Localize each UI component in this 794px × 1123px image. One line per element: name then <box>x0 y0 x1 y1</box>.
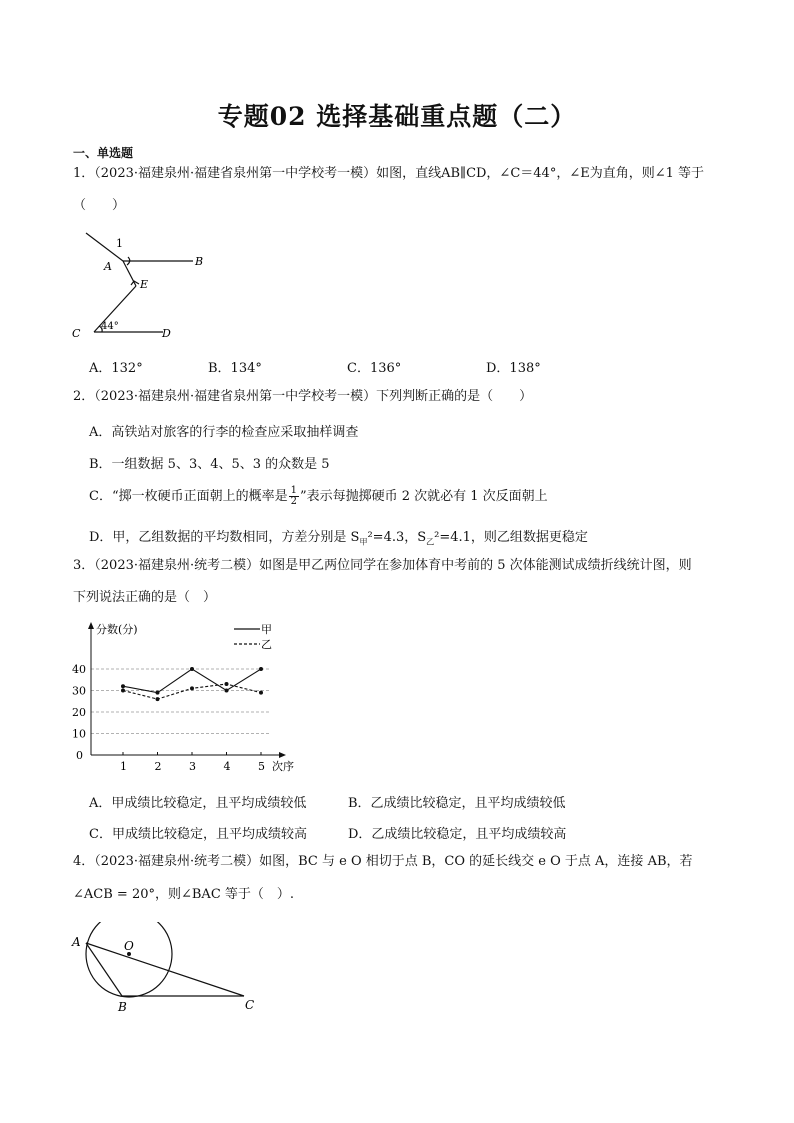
chart-x-tick-label: 3 <box>189 760 196 773</box>
q1-stem: 1．（2023·福建泉州·福建省泉州第一中学校考一模）如图，直线AB∥CD，∠C＝44°，∠E为直角，则∠1 等于 <box>73 166 704 181</box>
q3-option-c[interactable]: C．甲成绩比较稳定，且平均成绩较高 <box>89 827 307 842</box>
q2-option-a[interactable]: A．高铁站对旅客的行李的检查应采取抽样调查 <box>89 425 359 440</box>
q1-angle-1-label: 1 <box>116 237 123 250</box>
q4-stem-cont: ∠ACB = 20°，则∠BAC 等于（ ）. <box>73 887 295 902</box>
series-line-yi <box>123 684 261 699</box>
q4-point-b: B <box>118 1000 127 1014</box>
q2-subscript-jia: 甲 <box>359 537 368 547</box>
chart-y-tick-label: 40 <box>72 663 86 676</box>
fraction-denominator: 2 <box>290 496 297 507</box>
fraction-numerator: 1 <box>290 485 297 496</box>
q1-option-b[interactable]: B．134° <box>208 361 262 376</box>
series-point-yi <box>225 682 229 686</box>
q1-angle-c-label: 44° <box>101 321 119 332</box>
chart-x-tick-label: 1 <box>120 760 127 773</box>
series-point-jia <box>156 691 160 695</box>
series-point-jia <box>259 667 263 671</box>
q1-point-d: D <box>162 327 171 340</box>
chart-y-axis-label: 分数(分) <box>96 623 138 636</box>
q2-option-d[interactable] <box>89 526 588 548</box>
q4-figure <box>66 922 266 1018</box>
series-point-jia <box>190 667 194 671</box>
chart-y-tick-label: 10 <box>72 727 86 741</box>
chart-series <box>121 667 263 701</box>
q1-point-a: A <box>104 260 112 273</box>
series-point-jia <box>121 684 125 688</box>
chart-x-tick-label: 2 <box>154 760 162 773</box>
chart-y-tick-label: 30 <box>72 684 86 698</box>
q1-option-c[interactable]: C．136° <box>347 361 402 376</box>
q3-line-chart <box>70 618 310 778</box>
q2-option-d-post: ²=4.1，则乙组数据更稳定 <box>434 530 588 545</box>
q4-point-o: O <box>124 939 134 953</box>
q3-option-a[interactable]: A．甲成绩比较稳定，且平均成绩较低 <box>89 796 307 811</box>
series-point-yi <box>259 691 263 695</box>
legend-jia: 甲 <box>261 623 272 636</box>
q1-point-e: E <box>140 278 149 291</box>
series-point-jia <box>225 689 229 693</box>
q2-option-c-pre: C．“掷一枚硬币正面朝上的概率是 <box>89 489 288 504</box>
q1-stem-bracket: （ ） <box>73 198 126 213</box>
chart-x-tick-label: 5 <box>258 760 265 773</box>
series-point-yi <box>121 689 125 693</box>
q1-point-b: B <box>195 255 204 268</box>
fraction-one-half <box>289 486 299 507</box>
q2-option-b[interactable]: B．一组数据 5、3、4、5、3 的众数是 5 <box>89 457 330 472</box>
chart-x-tick-label: 4 <box>223 760 231 773</box>
q4-circle <box>86 922 172 997</box>
q1-figure <box>66 225 216 343</box>
q3-stem: 3．（2023·福建泉州·统考二模）如图是甲乙两位同学在参加体育中考前的 5 次体能测试成绩折线统计图，则 <box>73 558 692 573</box>
q3-stem-cont: 下列说法正确的是（ ） <box>73 590 217 605</box>
q2-option-c[interactable] <box>89 485 548 507</box>
section-heading: 一、单选题 <box>73 146 134 160</box>
series-point-yi <box>156 697 160 701</box>
q2-subscript-yi: 乙 <box>426 537 435 547</box>
q2-option-d-pre: D．甲，乙组数据的平均数相同，方差分别是 S <box>89 530 360 545</box>
legend-yi: 乙 <box>261 638 272 651</box>
chart-legend <box>234 623 272 651</box>
chart-grid <box>91 669 269 734</box>
q1-option-d[interactable]: D．138° <box>486 361 541 376</box>
q3-option-b[interactable]: B．乙成绩比较稳定，且平均成绩较低 <box>348 796 566 811</box>
q4-point-a: A <box>72 935 81 949</box>
series-point-yi <box>190 686 194 690</box>
q1-point-c: C <box>72 327 81 340</box>
q2-option-d-mid: ²=4.3，S <box>367 530 427 545</box>
chart-y-tick-label: 20 <box>72 706 86 719</box>
page-title: 专题02 选择基础重点题（二） <box>217 102 577 131</box>
q3-option-d[interactable]: D．乙成绩比较稳定，且平均成绩较高 <box>348 827 567 842</box>
q2-option-c-post: ”表示每抛掷硬币 2 次就必有 1 次反面朝上 <box>299 489 548 504</box>
q2-stem: 2．（2023·福建泉州·福建省泉州第一中学校考一模）下列判断正确的是（ ） <box>73 389 533 404</box>
q4-stem: 4．（2023·福建泉州·统考二模）如图，BC 与 e O 相切于点 B，CO 的延长线交 e O 于点 A，连接 AB，若 <box>73 854 693 869</box>
q4-point-c: C <box>245 998 255 1012</box>
chart-x-axis-label: 次序 <box>272 760 294 773</box>
q1-option-a[interactable]: A．132° <box>89 361 143 376</box>
chart-ticks <box>72 663 265 773</box>
chart-y-tick-label: 0 <box>76 749 83 762</box>
